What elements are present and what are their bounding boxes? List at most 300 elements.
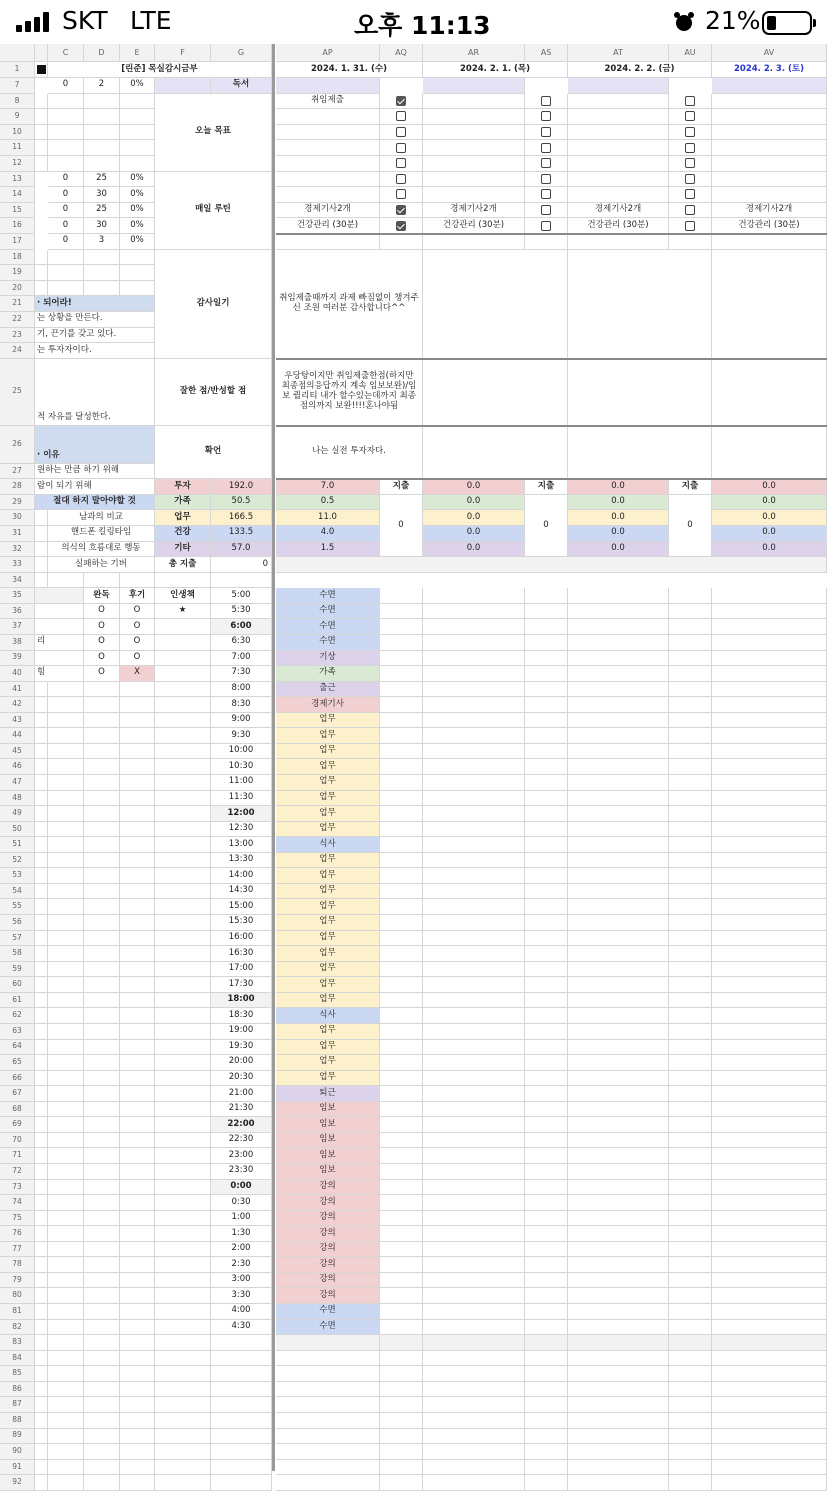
cell[interactable] (568, 931, 669, 947)
cell[interactable] (48, 977, 84, 993)
cell[interactable] (423, 744, 525, 760)
row-header[interactable]: 58 (0, 946, 35, 962)
cell[interactable] (568, 1195, 669, 1211)
checkbox-cell[interactable] (380, 156, 423, 172)
cell[interactable] (155, 791, 211, 807)
cell[interactable] (669, 1180, 712, 1196)
row-header[interactable]: 43 (0, 713, 35, 729)
cell[interactable] (380, 635, 423, 651)
entry-cell[interactable] (423, 140, 525, 156)
time-slot[interactable]: 21:00 (211, 1086, 272, 1102)
reading-label[interactable]: 독서 (211, 78, 272, 94)
cell[interactable] (525, 1444, 568, 1460)
row-header[interactable]: 79 (0, 1273, 35, 1289)
cell[interactable] (155, 1226, 211, 1242)
cell[interactable] (380, 1304, 423, 1320)
table-label[interactable] (35, 619, 84, 635)
cell[interactable] (35, 573, 48, 589)
cell[interactable] (423, 78, 525, 94)
cell[interactable] (35, 250, 48, 266)
budget-day-value[interactable]: 0.0 (712, 542, 827, 558)
cell[interactable] (525, 1195, 568, 1211)
cell[interactable] (380, 1133, 423, 1149)
table-cell[interactable]: O (84, 604, 120, 620)
cell[interactable] (35, 759, 48, 775)
row-header[interactable]: 86 (0, 1382, 35, 1398)
cell[interactable] (35, 1008, 48, 1024)
time-slot[interactable]: 6:00 (211, 619, 272, 635)
cell[interactable] (84, 1382, 120, 1398)
cell[interactable] (423, 946, 525, 962)
cell[interactable] (48, 1335, 84, 1351)
cell[interactable] (120, 1133, 155, 1149)
cell[interactable] (155, 682, 211, 698)
entry-cell[interactable] (423, 109, 525, 125)
cell[interactable] (669, 744, 712, 760)
entry-cell[interactable]: 건강관리 (30분) (423, 218, 525, 234)
cell[interactable] (120, 573, 155, 589)
table-cell[interactable]: X (120, 666, 155, 682)
cell[interactable] (568, 1351, 669, 1367)
cell[interactable] (568, 1460, 669, 1476)
cell[interactable] (84, 1102, 120, 1118)
cell[interactable] (568, 1040, 669, 1056)
checkbox-cell[interactable] (380, 172, 423, 188)
stat-cell[interactable]: 0% (120, 203, 155, 219)
stat-cell[interactable]: 0% (120, 218, 155, 234)
activity-cell[interactable]: 업무 (276, 744, 380, 760)
cell[interactable] (48, 1008, 84, 1024)
cell[interactable] (155, 1273, 211, 1289)
cell[interactable] (380, 666, 423, 682)
cell[interactable] (84, 1180, 120, 1196)
cell[interactable] (380, 1211, 423, 1227)
cell[interactable] (84, 977, 120, 993)
cell[interactable] (35, 1273, 48, 1289)
cell[interactable] (120, 837, 155, 853)
cell[interactable] (712, 946, 827, 962)
cell[interactable] (712, 822, 827, 838)
checkbox-icon[interactable] (685, 111, 695, 121)
row-header[interactable]: 40 (0, 666, 35, 682)
cell[interactable] (35, 853, 48, 869)
cell[interactable] (423, 604, 525, 620)
cell[interactable] (155, 1242, 211, 1258)
column-header[interactable]: E (120, 44, 155, 62)
table-cell[interactable] (155, 666, 211, 682)
cell[interactable] (568, 853, 669, 869)
cell[interactable] (84, 140, 120, 156)
checkbox-icon[interactable] (541, 174, 551, 184)
cell[interactable] (48, 791, 84, 807)
cell[interactable] (712, 1382, 827, 1398)
cell[interactable] (48, 140, 84, 156)
cell[interactable] (380, 791, 423, 807)
cell[interactable] (423, 1055, 525, 1071)
checkbox-icon[interactable] (541, 205, 551, 215)
cell[interactable] (84, 573, 120, 589)
cell[interactable] (712, 853, 827, 869)
cell[interactable] (380, 822, 423, 838)
cell[interactable] (120, 1242, 155, 1258)
affirm-entry[interactable]: 나는 실전 투자자다. (276, 426, 423, 480)
cell[interactable] (35, 1242, 48, 1258)
cell[interactable] (35, 281, 48, 297)
cell[interactable] (380, 899, 423, 915)
row-header[interactable]: 11 (0, 140, 35, 156)
cell[interactable] (712, 1257, 827, 1273)
cell[interactable] (712, 806, 827, 822)
cell[interactable] (84, 682, 120, 698)
cell[interactable] (84, 1024, 120, 1040)
cell[interactable] (380, 853, 423, 869)
cell[interactable] (120, 1024, 155, 1040)
entry-cell[interactable] (712, 140, 827, 156)
cell[interactable] (568, 1382, 669, 1398)
cell[interactable] (712, 1304, 827, 1320)
cell[interactable] (155, 931, 211, 947)
cell[interactable] (669, 868, 712, 884)
cell[interactable] (84, 806, 120, 822)
cell[interactable] (48, 109, 84, 125)
time-slot[interactable]: 19:00 (211, 1024, 272, 1040)
activity-cell[interactable]: 수면 (276, 1304, 380, 1320)
budget-category[interactable]: 업무 (155, 510, 211, 526)
checkbox-cell[interactable] (525, 218, 568, 234)
cell[interactable] (423, 1273, 525, 1289)
cell[interactable] (380, 806, 423, 822)
activity-cell[interactable]: 기상 (276, 651, 380, 667)
checkbox-cell[interactable] (669, 156, 712, 172)
row-header[interactable]: 37 (0, 619, 35, 635)
cell[interactable] (155, 1397, 211, 1413)
cell[interactable] (120, 156, 155, 172)
cell[interactable] (525, 759, 568, 775)
checkbox-cell[interactable] (380, 218, 423, 234)
activity-cell[interactable]: 강의 (276, 1273, 380, 1289)
stat-cell[interactable]: 0 (48, 187, 84, 203)
cell[interactable] (712, 1273, 827, 1289)
row-header[interactable]: 65 (0, 1055, 35, 1071)
spreadsheet-grid[interactable] (0, 44, 827, 1487)
cell[interactable] (380, 775, 423, 791)
cell[interactable] (155, 1257, 211, 1273)
cell[interactable] (211, 1460, 272, 1476)
cell[interactable] (380, 1148, 423, 1164)
cell[interactable] (211, 1351, 272, 1367)
cell[interactable] (35, 899, 48, 915)
row-header[interactable]: 22 (0, 312, 35, 328)
cell[interactable] (211, 1444, 272, 1460)
cell[interactable] (568, 588, 669, 604)
cell[interactable] (380, 1288, 423, 1304)
time-slot[interactable]: 8:30 (211, 697, 272, 713)
checkbox-icon[interactable] (685, 205, 695, 215)
row-header[interactable]: 87 (0, 1397, 35, 1413)
cell[interactable] (525, 666, 568, 682)
cell[interactable] (712, 1164, 827, 1180)
cell[interactable] (276, 1460, 380, 1476)
cell[interactable] (525, 993, 568, 1009)
checkbox-cell[interactable] (669, 140, 712, 156)
activity-cell[interactable]: 업무 (276, 1024, 380, 1040)
entry-cell[interactable] (423, 187, 525, 203)
cell[interactable] (568, 1335, 669, 1351)
checkbox-icon[interactable] (541, 111, 551, 121)
activity-cell[interactable]: 업무 (276, 931, 380, 947)
cell[interactable] (48, 1382, 84, 1398)
row-header[interactable]: 83 (0, 1335, 35, 1351)
cell[interactable] (712, 619, 827, 635)
cell[interactable] (669, 604, 712, 620)
cell[interactable] (48, 682, 84, 698)
cell[interactable] (568, 651, 669, 667)
cell[interactable] (669, 651, 712, 667)
cell[interactable] (120, 1429, 155, 1445)
cell[interactable] (525, 604, 568, 620)
cell[interactable] (155, 1444, 211, 1460)
cell[interactable] (669, 899, 712, 915)
cell[interactable] (568, 977, 669, 993)
cell[interactable] (525, 728, 568, 744)
cell[interactable] (525, 1304, 568, 1320)
row-header[interactable]: 17 (0, 234, 35, 250)
cell[interactable] (155, 915, 211, 931)
cell[interactable] (48, 1397, 84, 1413)
cell[interactable] (276, 78, 380, 94)
cell[interactable] (48, 94, 84, 110)
budget-category[interactable]: 건강 (155, 526, 211, 542)
cell[interactable] (712, 1133, 827, 1149)
table-cell[interactable]: O (84, 619, 120, 635)
cell[interactable] (669, 1288, 712, 1304)
cell[interactable] (568, 1242, 669, 1258)
cell[interactable] (211, 573, 272, 589)
cell[interactable] (568, 868, 669, 884)
cell[interactable] (155, 78, 211, 94)
cell[interactable] (712, 1024, 827, 1040)
cell[interactable] (84, 1429, 120, 1445)
budget-day-value[interactable]: 0.5 (276, 495, 380, 511)
activity-cell[interactable]: 식사 (276, 837, 380, 853)
activity-cell[interactable]: 임보 (276, 1102, 380, 1118)
cell[interactable] (669, 1117, 712, 1133)
cell[interactable] (84, 1117, 120, 1133)
cell[interactable] (120, 1226, 155, 1242)
entry-cell[interactable] (423, 156, 525, 172)
cell[interactable] (155, 1304, 211, 1320)
cell[interactable] (120, 744, 155, 760)
cell[interactable] (48, 1040, 84, 1056)
cell[interactable] (423, 1397, 525, 1413)
cell[interactable] (35, 1040, 48, 1056)
cell[interactable] (155, 573, 211, 589)
row-header[interactable]: 84 (0, 1351, 35, 1367)
entry-cell[interactable] (276, 172, 380, 188)
never-item[interactable]: 실패하는 기버 (48, 557, 155, 573)
row-header[interactable]: 19 (0, 265, 35, 281)
cell[interactable] (84, 1008, 120, 1024)
row-header[interactable]: 53 (0, 868, 35, 884)
cell[interactable] (423, 1429, 525, 1445)
cell[interactable] (155, 697, 211, 713)
entry-cell[interactable] (712, 172, 827, 188)
checkbox-icon[interactable] (541, 189, 551, 199)
motto-text[interactable]: 기, 끈기를 갖고 있다. (35, 328, 155, 344)
row-header[interactable]: 14 (0, 187, 35, 203)
row-header[interactable]: 35 (0, 588, 35, 604)
activity-cell[interactable]: 업무 (276, 713, 380, 729)
time-slot[interactable]: 1:30 (211, 1226, 272, 1242)
cell[interactable] (48, 759, 84, 775)
budget-day-value[interactable]: 0.0 (712, 526, 827, 542)
cell[interactable] (712, 837, 827, 853)
cell[interactable] (712, 1475, 827, 1491)
cell[interactable] (423, 822, 525, 838)
cell[interactable] (423, 1382, 525, 1398)
cell[interactable] (84, 1086, 120, 1102)
time-slot[interactable]: 13:30 (211, 853, 272, 869)
cell[interactable] (276, 557, 827, 573)
cell[interactable] (84, 265, 120, 281)
cell[interactable] (84, 1040, 120, 1056)
column-header[interactable]: AU (669, 44, 712, 62)
checkbox-icon[interactable] (396, 127, 406, 137)
cell[interactable] (120, 281, 155, 297)
cell[interactable] (525, 1024, 568, 1040)
cell[interactable] (120, 1475, 155, 1491)
cell[interactable] (669, 1413, 712, 1429)
cell[interactable] (48, 1117, 84, 1133)
cell[interactable] (380, 1024, 423, 1040)
row-header[interactable]: 55 (0, 899, 35, 915)
cell[interactable] (35, 993, 48, 1009)
cell[interactable] (48, 265, 84, 281)
cell[interactable] (712, 1335, 827, 1351)
cell[interactable] (48, 728, 84, 744)
activity-cell[interactable]: 수면 (276, 619, 380, 635)
cell[interactable] (568, 1226, 669, 1242)
cell[interactable] (120, 1164, 155, 1180)
cell[interactable] (211, 1475, 272, 1491)
entry-cell[interactable] (712, 234, 827, 250)
cell[interactable] (669, 759, 712, 775)
cell[interactable] (525, 1226, 568, 1242)
cell[interactable] (35, 915, 48, 931)
cell[interactable] (48, 1055, 84, 1071)
checkbox-cell[interactable] (380, 94, 423, 110)
cell[interactable] (525, 775, 568, 791)
activity-cell[interactable]: 업무 (276, 1040, 380, 1056)
motto-text[interactable]: 는 투자자이다. (35, 343, 155, 359)
cell[interactable] (568, 1008, 669, 1024)
time-slot[interactable]: 13:00 (211, 837, 272, 853)
cell[interactable] (155, 1288, 211, 1304)
cell[interactable] (35, 1195, 48, 1211)
cell[interactable] (669, 1024, 712, 1040)
cell[interactable] (712, 1429, 827, 1445)
cell[interactable] (568, 713, 669, 729)
cell[interactable] (669, 1351, 712, 1367)
reflect-entry[interactable]: 우당탕이지만 취임제출한점(하지만 최종점의응답까지 계속 임보보완)/임보 퀄리티 내가 할수있는데까지 최종점의까지 보완!!!!혼나야됨 (276, 359, 423, 426)
cell[interactable] (712, 588, 827, 604)
cell[interactable] (380, 604, 423, 620)
cell[interactable] (48, 962, 84, 978)
cell[interactable] (712, 1444, 827, 1460)
budget-day-value[interactable]: 4.0 (276, 526, 380, 542)
checkbox-icon[interactable] (541, 143, 551, 153)
activity-cell[interactable]: 업무 (276, 759, 380, 775)
row-header[interactable]: 48 (0, 791, 35, 807)
cell[interactable] (423, 1288, 525, 1304)
cell[interactable] (155, 1475, 211, 1491)
cell[interactable] (48, 806, 84, 822)
cell[interactable] (423, 837, 525, 853)
cell[interactable] (84, 759, 120, 775)
cell[interactable] (712, 651, 827, 667)
cell[interactable] (35, 868, 48, 884)
cell[interactable] (155, 1071, 211, 1087)
cell[interactable] (120, 1008, 155, 1024)
row-header[interactable]: 23 (0, 328, 35, 344)
cell[interactable] (120, 1180, 155, 1196)
checkbox-cell[interactable] (669, 187, 712, 203)
spend-label[interactable]: 지출 (525, 479, 568, 495)
budget-day-value[interactable]: 0.0 (712, 495, 827, 511)
cell[interactable] (155, 1133, 211, 1149)
cell[interactable] (35, 977, 48, 993)
time-slot[interactable]: 14:30 (211, 884, 272, 900)
cell[interactable] (423, 853, 525, 869)
cell[interactable] (120, 697, 155, 713)
cell[interactable] (48, 744, 84, 760)
affirm-entry[interactable] (568, 426, 712, 480)
cell[interactable] (155, 1320, 211, 1336)
table-cell[interactable]: O (120, 604, 155, 620)
cell[interactable] (423, 1444, 525, 1460)
cell[interactable] (48, 1320, 84, 1336)
stat-cell[interactable]: 3 (84, 234, 120, 250)
cell[interactable] (120, 915, 155, 931)
cell[interactable] (155, 1164, 211, 1180)
cell[interactable] (669, 1460, 712, 1476)
cell[interactable] (712, 1117, 827, 1133)
time-slot[interactable]: 12:00 (211, 806, 272, 822)
cell[interactable] (423, 697, 525, 713)
cell[interactable] (120, 993, 155, 1009)
cell[interactable] (568, 775, 669, 791)
column-header[interactable]: D (84, 44, 120, 62)
row-header[interactable]: 63 (0, 1024, 35, 1040)
cell[interactable] (423, 775, 525, 791)
cell[interactable] (568, 1164, 669, 1180)
cell[interactable] (423, 791, 525, 807)
cell[interactable] (380, 1320, 423, 1336)
cell[interactable] (423, 1117, 525, 1133)
cell[interactable] (525, 1273, 568, 1289)
cell[interactable] (155, 1008, 211, 1024)
cell[interactable] (35, 1164, 48, 1180)
cell[interactable] (276, 1382, 380, 1398)
cell[interactable] (48, 713, 84, 729)
gratitude-entry[interactable] (423, 250, 568, 359)
cell[interactable] (525, 853, 568, 869)
checkbox-icon[interactable] (396, 143, 406, 153)
row-header[interactable]: 31 (0, 526, 35, 542)
cell[interactable] (423, 1335, 525, 1351)
column-header[interactable]: G (211, 44, 272, 62)
entry-cell[interactable] (276, 156, 380, 172)
